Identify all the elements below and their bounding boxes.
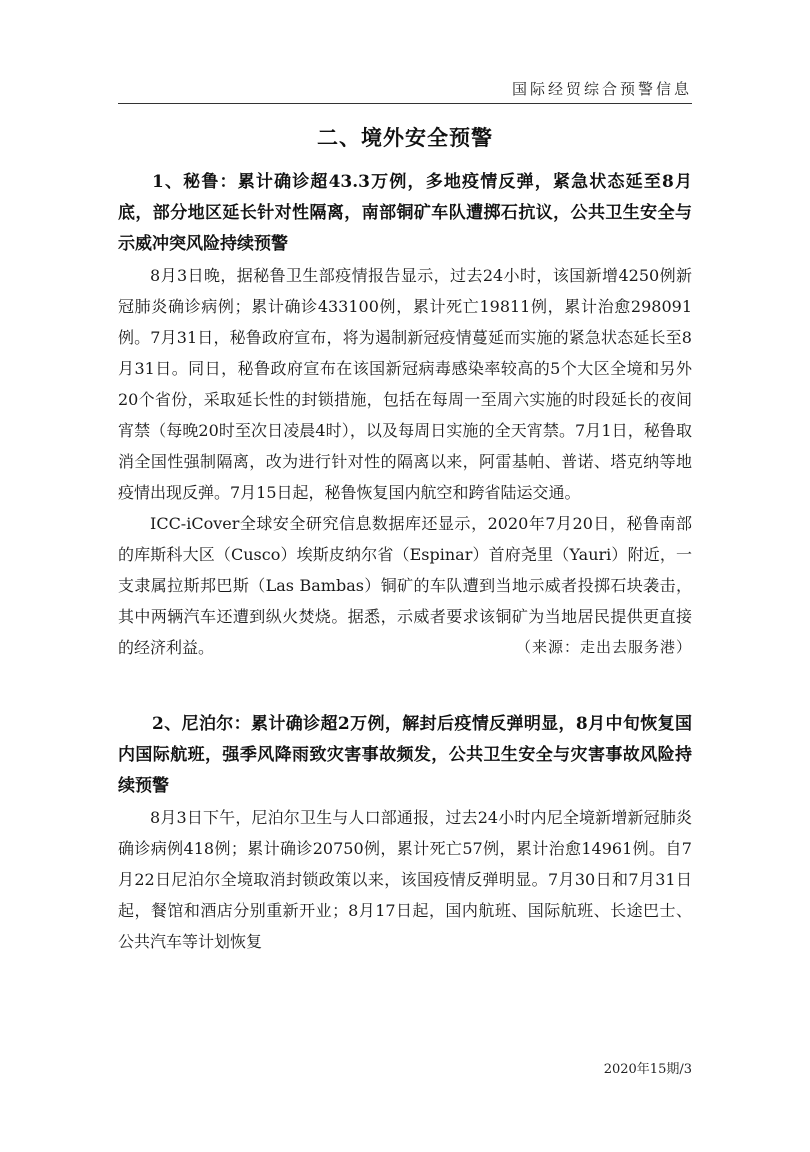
header-divider — [118, 103, 692, 104]
article-2-paragraph-1: 8月3日下午，尼泊尔卫生与人口部通报，过去24小时内尼全境新增新冠肺炎确诊病例418例；累计确诊20750例，累计死亡57例，累计治愈14961例。自7月22日尼泊尔全境取消封锁政策以来，该国疫情反弹明显。7月30日和7月31日起，餐馆和酒店分别重新开业；8月17日起，国内航班、国际航班、长途巴士、公共汽车等计划恢复 — [118, 808, 692, 951]
article-1-paragraph-2 — [118, 508, 692, 663]
header-title: 国际经贸综合预警信息 — [511, 80, 692, 98]
article-2-heading: 2、尼泊尔：累计确诊超2万例，解封后疫情反弹明显，8月中旬恢复国内国际航班，强季风降雨致灾害事故频发，公共卫生安全与灾害事故风险持续预警 — [118, 714, 692, 796]
section-title: 二、境外安全预警 — [317, 126, 493, 150]
article-1-paragraph-2-text: ICC-iCover全球安全研究信息数据库还显示，2020年7月20日，秘鲁南部的库斯科大区（Cusco）埃斯皮纳尔省（Espinar）首府尧里（Yauri）附近，一支隶属拉斯邦巴斯（Las Bambas）铜矿的车队遭到当地示威者投掷石块袭击，其中两辆汽车还遭到纵火焚烧。据悉，示威者要求该铜矿为当地居民提供更直接的经济利益。 — [118, 514, 692, 657]
article-separator — [118, 663, 692, 709]
article-1-heading: 1、秘鲁：累计确诊超43.3万例，多地疫情反弹，紧急状态延至8月底，部分地区延长针对性隔离，南部铜矿车队遭掷石抗议，公共卫生安全与示威冲突风险持续预警 — [118, 172, 692, 254]
article-1-paragraph-1: 8月3日晚，据秘鲁卫生部疫情报告显示，过去24小时，该国新增4250例新冠肺炎确诊病例；累计确诊433100例，累计死亡19811例，累计治愈298091例。7月31日，秘鲁政府宣布，将为遏制新冠疫情蔓延而实施的紧急状态延长至8月31日。同日，秘鲁政府宣布在该国新冠病毒感染率较高的5个大区全境和另外20个省份，采取延长性的封锁措施，包括在每周一至周六实施的时段延长的夜间宵禁（每晚20时至次日凌晨4时），以及每周日实施的全天宵禁。7月1日，秘鲁取消全国性强制隔离，改为进行针对性的隔离以来，阿雷基帕、普诺、塔克纳等地疫情出现反弹。7月15日起，秘鲁恢复国内航空和跨省陆运交通。 — [118, 266, 692, 502]
article-1-source: （来源：走出去服务港） — [515, 638, 692, 656]
page-number: 2020年15期/3 — [603, 1062, 692, 1077]
article-body — [118, 167, 692, 957]
